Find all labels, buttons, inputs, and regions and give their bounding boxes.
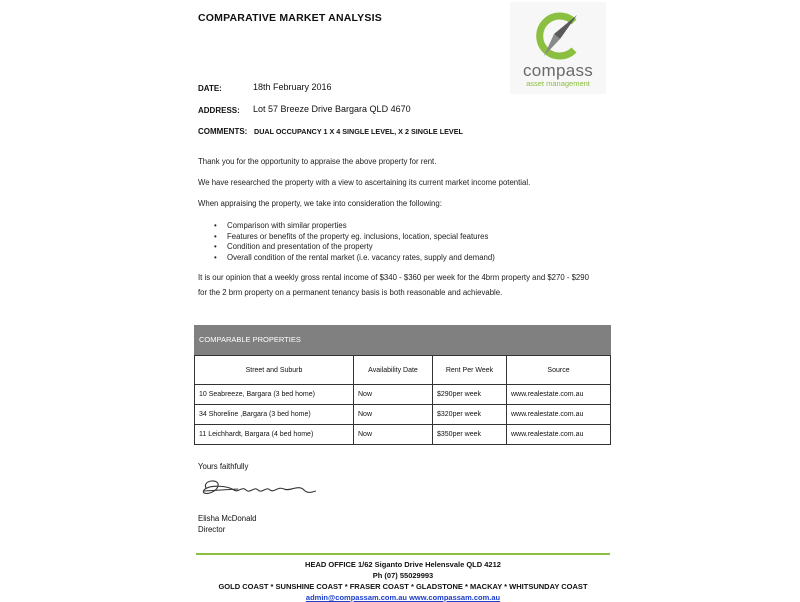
list-item-text: Condition and presentation of the property	[227, 242, 373, 251]
table-cell: www.realestate.com.au	[507, 405, 611, 425]
list-item	[198, 221, 495, 232]
table-cell: Now	[354, 385, 433, 405]
column-header: Availability Date	[354, 356, 433, 385]
signatory-name: Elisha McDonald	[198, 514, 257, 523]
intro-paragraph: Thank you for the opportunity to appraise the above property for rent.	[198, 157, 437, 166]
address-value: Lot 57 Breeze Drive Bargara QLD 4670	[253, 104, 411, 114]
comments-value: DUAL OCCUPANCY 1 X 4 SINGLE LEVEL, X 2 SINGLE LEVEL	[254, 127, 463, 136]
signature-image	[198, 474, 318, 500]
research-paragraph: We have researched the property with a view to ascertaining its current market income potential.	[198, 178, 531, 187]
column-header: Source	[507, 356, 611, 385]
opinion-paragraph-line1: It is our opinion that a weekly gross rental income of $340 - $360 per week for the 4brm property and $270 - $290	[198, 273, 589, 282]
list-item	[198, 242, 495, 253]
list-item-text: Comparison with similar properties	[227, 221, 347, 230]
logo-name: compass	[522, 61, 594, 80]
table-header-row	[195, 356, 611, 385]
list-item	[198, 253, 495, 264]
table-row	[195, 405, 611, 425]
table-cell: $350per week	[433, 425, 507, 445]
table-cell: 11 Leichhardt, Bargara (4 bed home)	[195, 425, 354, 445]
closing-text: Yours faithfully	[198, 462, 249, 471]
comparables-table	[194, 355, 611, 445]
table-row	[195, 425, 611, 445]
footer-phone: Ph (07) 55029993	[372, 571, 434, 580]
comparables-header: COMPARABLE PROPERTIES	[194, 325, 611, 355]
company-logo	[510, 2, 606, 94]
table-cell: $290per week	[433, 385, 507, 405]
footer-contact-link[interactable]: admin@compassam.com.au www.compassam.com.au	[305, 593, 501, 602]
table-cell: Now	[354, 405, 433, 425]
column-header: Street and Suburb	[195, 356, 354, 385]
date-value: 18th February 2016	[253, 82, 332, 92]
footer-address: HEAD OFFICE 1/62 Siganto Drive Helensvale QLD 4212	[305, 560, 501, 569]
table-cell: www.realestate.com.au	[507, 385, 611, 405]
bullet-icon: •	[214, 221, 217, 230]
table-cell: $320per week	[433, 405, 507, 425]
comments-label: COMMENTS:	[198, 127, 248, 136]
compass-logo-icon	[530, 12, 586, 60]
table-cell: 10 Seabreeze, Bargara (3 bed home)	[195, 385, 354, 405]
footer-divider	[196, 553, 610, 555]
table-cell: 34 Shoreline ,Bargara (3 bed home)	[195, 405, 354, 425]
list-item	[198, 232, 495, 243]
list-item-text: Features or benefits of the property eg. inclusions, location, special features	[227, 231, 489, 241]
column-header: Rent Per Week	[433, 356, 507, 385]
table-cell: www.realestate.com.au	[507, 425, 611, 445]
footer-locations: GOLD COAST * SUNSHINE COAST * FRASER COAST * GLADSTONE * MACKAY * WHITSUNDAY COAST	[218, 582, 588, 591]
address-label: ADDRESS:	[198, 106, 240, 115]
document-title: COMPARATIVE MARKET ANALYSIS	[198, 12, 382, 24]
signatory-role: Director	[198, 525, 226, 534]
bullet-icon: •	[214, 242, 217, 251]
logo-subtitle: asset management	[526, 79, 590, 88]
criteria-paragraph: When appraising the property, we take into consideration the following:	[198, 199, 442, 208]
table-row	[195, 385, 611, 405]
date-label: DATE:	[198, 84, 222, 93]
table-cell: Now	[354, 425, 433, 445]
criteria-list	[198, 221, 495, 263]
opinion-paragraph-line2: for the 2 brm property on a permanent tenancy basis is both reasonable and achievable.	[198, 288, 503, 297]
list-item-text: Overall condition of the rental market (i.e. vacancy rates, supply and demand)	[227, 252, 495, 262]
bullet-icon: •	[214, 252, 217, 262]
bullet-icon: •	[214, 231, 217, 241]
